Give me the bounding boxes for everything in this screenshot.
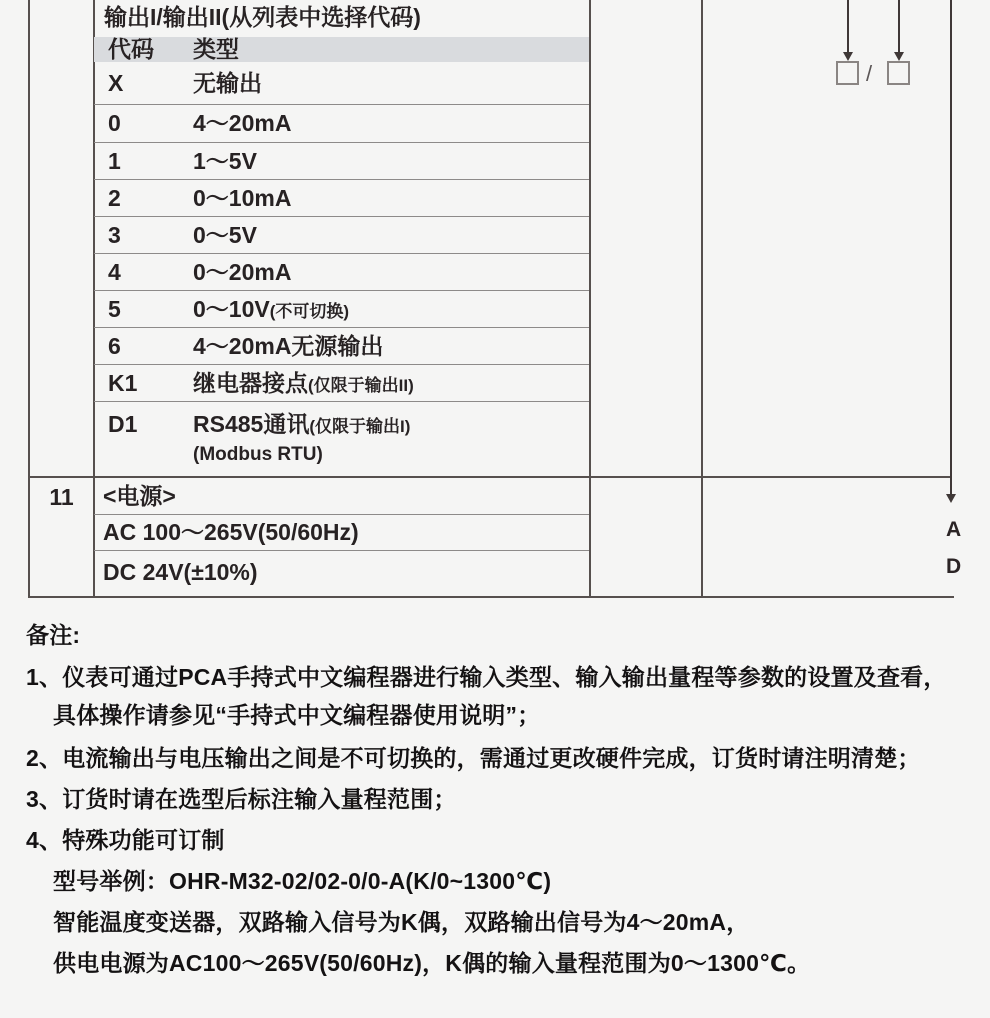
row-type: 0～10mA xyxy=(193,185,292,211)
row-code: X xyxy=(108,70,124,96)
down-arrow-line-power xyxy=(950,0,952,494)
table-bottom-border xyxy=(28,596,954,598)
row-code: 0 xyxy=(108,110,121,136)
table-row xyxy=(94,217,589,254)
row-type: 继电器接点(仅限于输出II) xyxy=(193,370,414,396)
table-row xyxy=(94,402,589,476)
row-code: 4 xyxy=(108,259,121,285)
row-type-note: (仅限于输出I) xyxy=(309,417,411,436)
note-item-4: 4、特殊功能可订制 xyxy=(26,827,225,853)
row-type: RS485通讯(仅限于输出I) xyxy=(193,411,411,437)
row-type-note: (仅限于输出II) xyxy=(308,376,414,395)
row-code: 2 xyxy=(108,185,121,211)
table-row xyxy=(94,105,589,143)
row-type-note2: (Modbus RTU) xyxy=(193,444,323,465)
down-arrow-icon-power xyxy=(946,494,956,503)
model-example-line-1: 型号举例：OHR-M32-02/02-0/0-A(K/0~1300℃) xyxy=(53,868,552,894)
row-code: K1 xyxy=(108,370,138,396)
table-row xyxy=(94,180,589,217)
code-type-header-row xyxy=(94,37,589,62)
table-row xyxy=(94,291,589,328)
power-code-ac: A xyxy=(946,518,962,541)
row-type: 4～20mA无源输出 xyxy=(193,333,384,359)
down-arrow-icon-output2 xyxy=(894,52,904,61)
power-row-number: 11 xyxy=(49,484,74,510)
row-type: 1～5V xyxy=(193,148,257,174)
output2-code-box xyxy=(887,61,910,85)
row-code: 5 xyxy=(108,296,121,322)
note-item-1-line-1: 1、仪表可通过PCA手持式中文编程器进行输入类型、输入输出量程等参数的设置及查看， xyxy=(26,664,947,690)
down-arrow-line-output2 xyxy=(898,0,900,52)
model-example-line-3: 供电电源为AC100～265V(50/60Hz)，K偶的输入量程范围为0～1300℃。 xyxy=(53,950,811,976)
down-arrow-line-output1 xyxy=(847,0,849,52)
row-type: 0～20mA xyxy=(193,259,292,285)
row-type: 无输出 xyxy=(193,70,262,96)
table-row xyxy=(94,365,589,402)
row-code: D1 xyxy=(108,411,138,437)
power-code-dc: D xyxy=(946,555,962,578)
power-option-dc-row: DC 24V(±10%) xyxy=(103,559,258,585)
power-option-ac-row: AC 100～265V(50/60Hz) xyxy=(94,515,589,551)
power-title-row: <电源> xyxy=(94,478,589,515)
row-type: 4～20mA xyxy=(193,110,292,136)
row-type: 0～5V xyxy=(193,222,257,248)
table-row xyxy=(94,254,589,291)
model-example-line-2: 智能温度变送器，双路输入信号为K偶，双路输出信号为4～20mA， xyxy=(53,909,750,935)
row-code: 6 xyxy=(108,333,121,359)
row-type: 0～10V(不可切换) xyxy=(193,296,350,322)
note-item-2: 2、电流输出与电压输出之间是不可切换的，需通过更改硬件完成，订货时请注明清楚； xyxy=(26,745,921,771)
slash-separator: / xyxy=(866,61,873,86)
table-middle-column-divider xyxy=(701,0,703,597)
table-row xyxy=(94,62,589,105)
output1-code-box xyxy=(836,61,859,85)
row-code: 3 xyxy=(108,222,121,248)
note-item-1-line-2: 具体操作请参见“手持式中文编程器使用说明”； xyxy=(53,702,541,728)
table-content-right-border xyxy=(589,0,591,597)
row-type-note: (不可切换) xyxy=(269,302,350,321)
table-row xyxy=(94,328,589,365)
col-header-code: 代码 xyxy=(108,36,154,62)
note-item-3: 3、订货时请在选型后标注输入量程范围； xyxy=(26,786,457,812)
row-code: 1 xyxy=(108,148,121,174)
down-arrow-icon-output1 xyxy=(843,52,853,61)
notes-title: 备注: xyxy=(26,622,81,648)
col-header-type: 类型 xyxy=(193,36,239,62)
output-section-header: 输出I/输出II(从列表中选择代码) xyxy=(104,4,421,30)
table-row xyxy=(94,143,589,180)
